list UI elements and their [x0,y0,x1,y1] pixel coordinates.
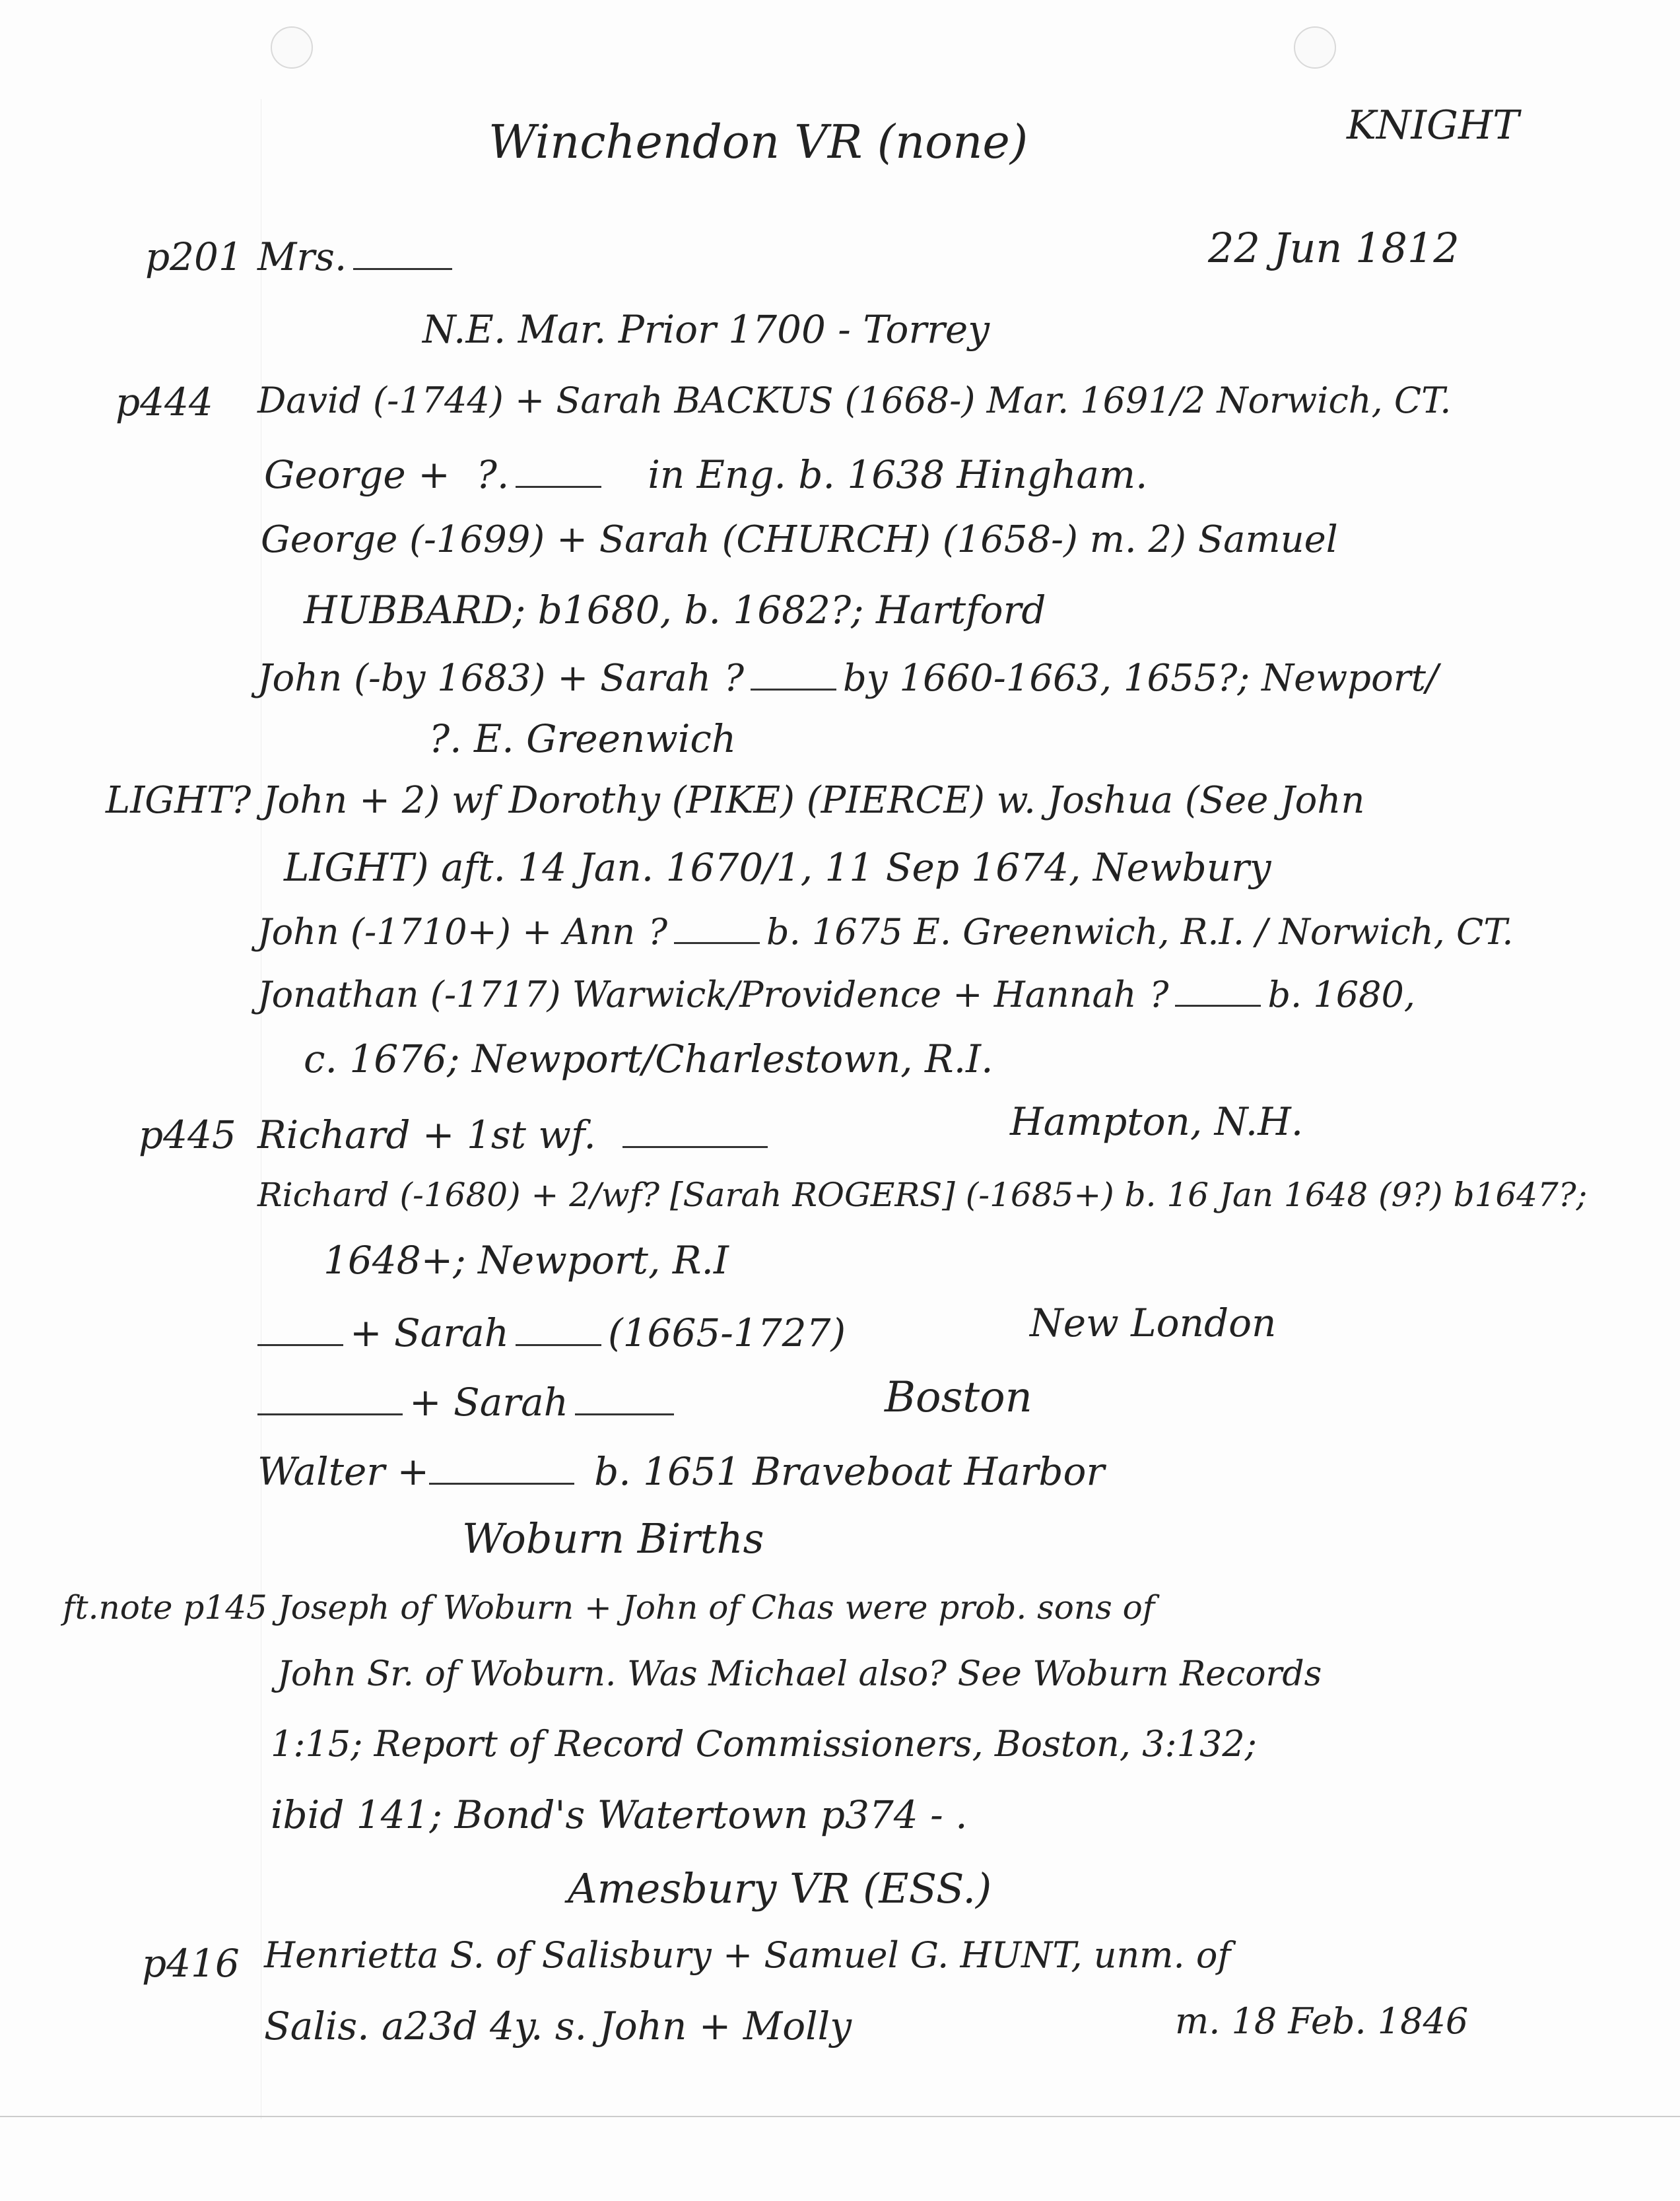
entry-line: LIGHT) aft. 14 Jan. 1670/1, 11 Sep 1674, Newbury [284,845,1271,890]
entry-text: + Sarah [350,1310,510,1355]
entry-line [257,1449,1105,1494]
entry-text: + Sarah [409,1380,569,1425]
entry-date: m. 18 Feb. 1846 [1175,2000,1469,2042]
surname-label: KNIGHT [1347,102,1520,149]
entry-line: HUBBARD; b1680, b. 1682?; Hartford [304,588,1046,632]
blank-line [751,689,836,691]
section-heading: N.E. Mar. Prior 1700 - Torrey [422,307,990,352]
entry-text: John (-1710+) + Ann [257,911,636,953]
punch-hole [271,26,313,69]
page-bottom-edge [0,2116,1680,2117]
entry-line: Henrietta S. of Salisbury + Samuel G. HUNT, unm. of [264,1934,1231,1976]
blank-line [516,486,601,488]
entry-line: ?. E. Greenwich [429,716,737,761]
entry-line [257,1310,846,1355]
blank-line [622,1146,768,1148]
section-heading: Woburn Births [462,1514,764,1563]
entry-place: New London [1030,1301,1277,1345]
blank-line [516,1344,601,1346]
entry-line [257,1380,681,1425]
entry-line [257,1112,774,1157]
entry-text: by 1660-1663, 1655?; Newport/ [843,657,1438,700]
entry-line [257,234,459,279]
blank-line [575,1413,674,1415]
entry-line [257,911,1514,953]
entry-text: John (-by 1683) + Sarah [257,657,712,700]
entry-text: b. 1651 Braveboat Harbor [594,1449,1105,1494]
unknown-mark: ?. [476,452,510,497]
blank-line [429,1483,574,1485]
page-reference: p416 [142,1941,240,1986]
entry-line: George (-1699) + Sarah (CHURCH) (1658-) m. 2) Samuel [261,518,1338,561]
entry-line: Salis. a23d 4y. s. John + Molly [264,2004,852,2049]
entry-line: 1648+; Newport, R.I [323,1238,729,1283]
entry-line [257,657,1438,700]
entry-line: 1:15; Report of Record Commissioners, Boston, 3:132; [271,1723,1257,1765]
blank-line [1175,1005,1261,1007]
entry-place: Boston [885,1373,1032,1422]
entry-line: LIGHT? John + 2) wf Dorothy (PIKE) (PIERCE) w. Joshua (See John [106,779,1365,822]
entry-line [264,452,1148,497]
entry-text: Walter + [257,1449,430,1494]
entry-text: Mrs. [257,234,347,279]
page-reference: p201 [145,234,243,279]
section-heading: Amesbury VR (ESS.) [568,1864,992,1913]
entry-text: in Eng. b. 1638 Hingham. [648,452,1148,497]
page-reference: p445 [139,1112,236,1157]
entry-line: c. 1676; Newport/Charlestown, R.I. [304,1036,993,1081]
document-title: Winchendon VR (none) [488,115,1028,169]
entry-date: 22 Jun 1812 [1208,224,1460,272]
blank-line [257,1413,403,1415]
entry-line: David (-1744) + Sarah BACKUS (1668-) Mar. 1691/2 Norwich, CT. [257,380,1452,421]
punch-hole [1294,26,1336,69]
unknown-mark: ? [724,657,745,700]
entry-line [257,974,1415,1015]
blank-line [674,942,760,944]
entry-line: John Sr. of Woburn. Was Michael also? See Woburn Records [277,1654,1322,1694]
entry-text: b. 1675 E. Greenwich, R.I. / Norwich, CT. [766,911,1514,953]
unknown-mark: ? [1149,974,1169,1015]
page-reference: p444 [116,380,213,424]
entry-line: ft.note p145 Joseph of Woburn + John of Chas were prob. sons of [63,1588,1155,1627]
entry-line: Richard (-1680) + 2/wf? [Sarah ROGERS] (-1685+) b. 16 Jan 1648 (9?) b1647?; [257,1176,1588,1214]
blank-line [257,1344,343,1346]
entry-text: (1665-1727) [608,1310,846,1355]
blank-line [353,268,452,270]
entry-text: Richard + 1st wf. [257,1112,596,1157]
entry-place: Hampton, N.H. [1010,1099,1304,1144]
entry-text: George + [264,452,450,497]
entry-text: Jonathan (-1717) Warwick/Providence + Hannah [257,974,1137,1015]
entry-text: b. 1680, [1267,974,1415,1015]
entry-line: ibid 141; Bond's Watertown p374 - . [271,1792,968,1837]
unknown-mark: ? [648,911,668,953]
